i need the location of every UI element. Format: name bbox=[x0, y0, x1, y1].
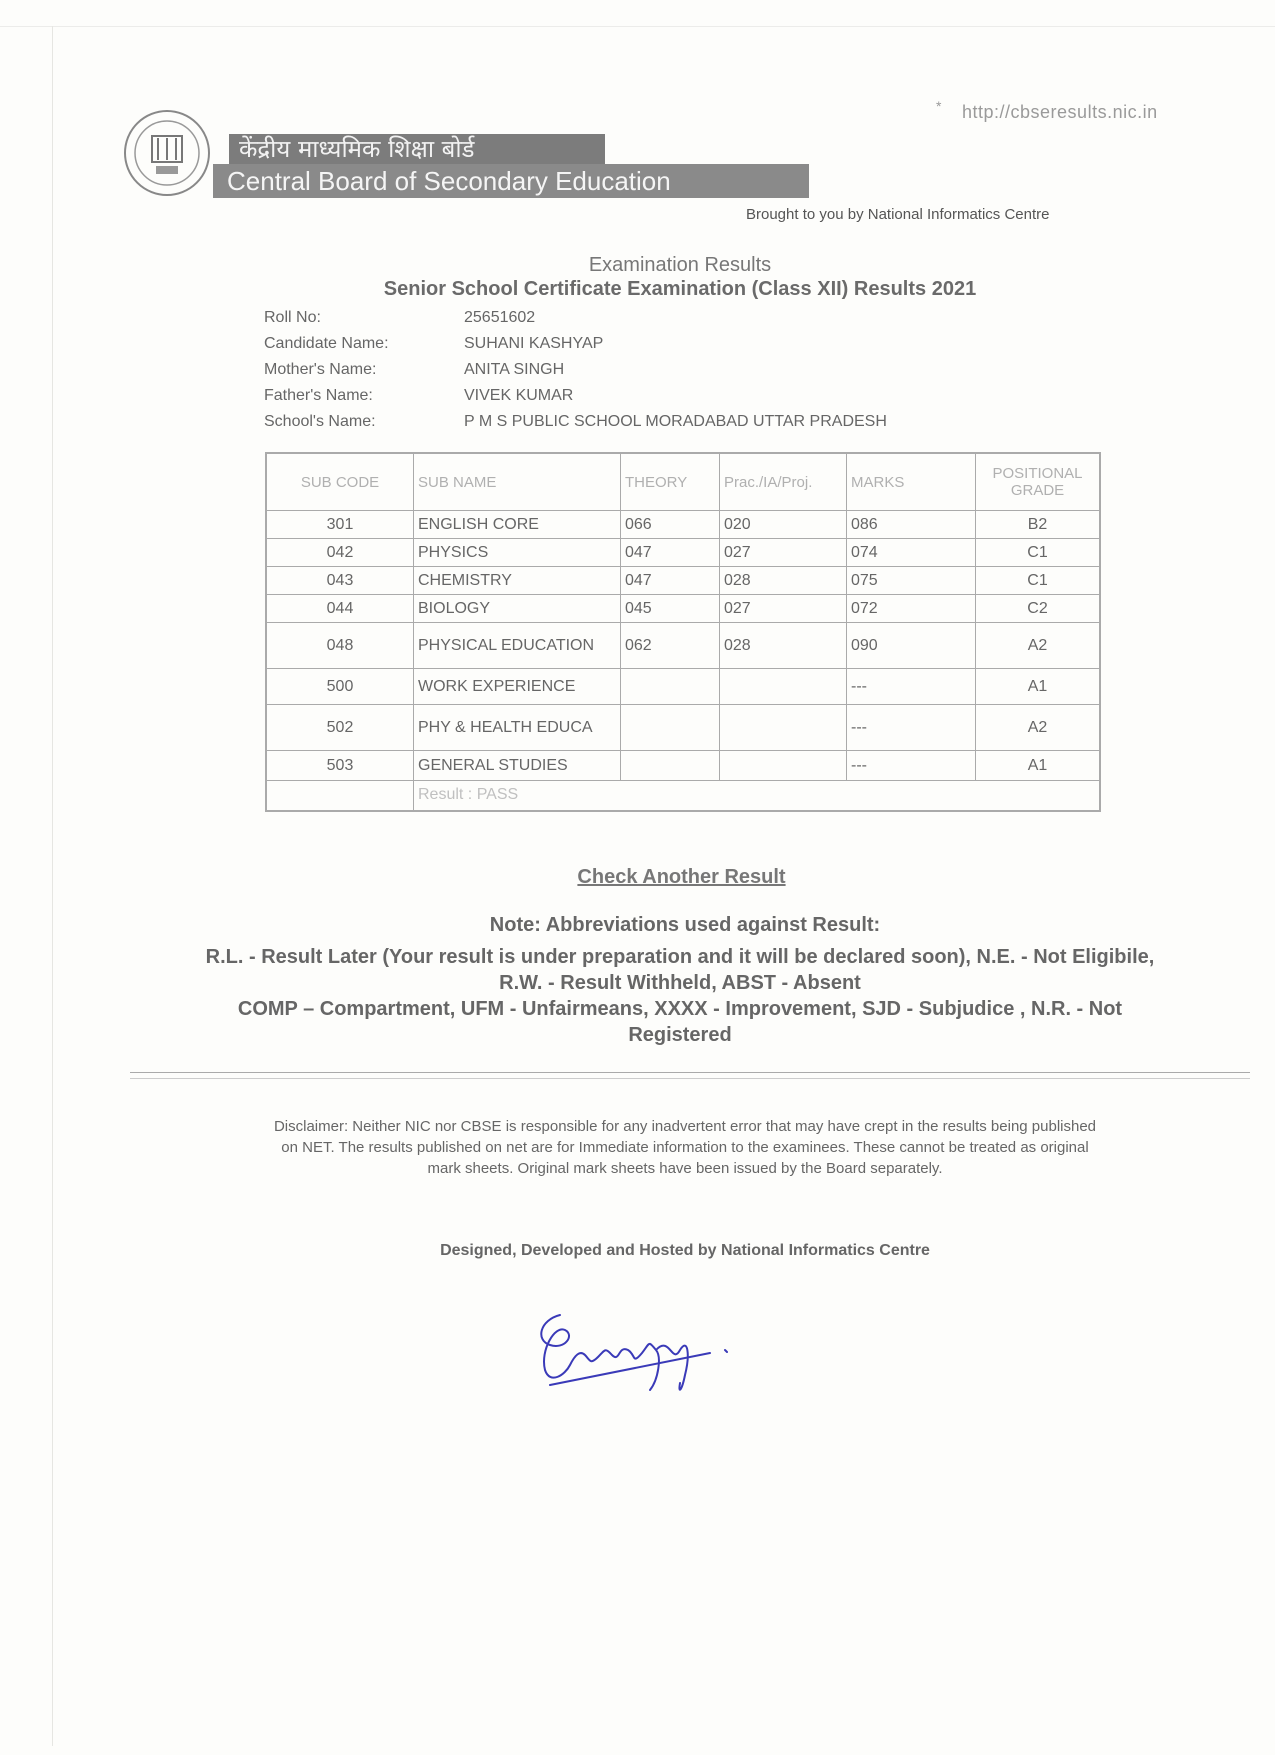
roll-number: 25651602 bbox=[464, 309, 536, 326]
disclaimer: Disclaimer: Neither NIC nor CBSE is responsible for any inadvertent error that may have crept in the results being published on NET. The results published on net are for Immediate information to the examinees. These cannot be treated as original mark sheets. Original mark sheets have been issued by the Board separately. bbox=[273, 1118, 1097, 1177]
sub-code: 044 bbox=[266, 595, 414, 623]
info-label: Candidate Name: bbox=[264, 335, 389, 352]
theory-marks: 045 bbox=[621, 595, 720, 623]
total-marks: --- bbox=[847, 751, 976, 781]
table-row bbox=[266, 539, 1100, 567]
total-marks: 086 bbox=[847, 511, 976, 539]
sub-code: 048 bbox=[266, 623, 414, 669]
prac-marks: 028 bbox=[720, 567, 847, 595]
page-subtitle: Senior School Certificate Examination (Class XII) Results 2021 bbox=[383, 278, 977, 300]
table-header-row bbox=[266, 453, 1100, 511]
column-header: POSITIONAL GRADE bbox=[976, 453, 1101, 511]
theory-marks bbox=[621, 669, 720, 705]
total-marks: 074 bbox=[847, 539, 976, 567]
board-name-hindi: केंद्रीय माध्यमिक शिक्षा बोर्ड bbox=[229, 134, 605, 164]
table-row bbox=[266, 511, 1100, 539]
table-row bbox=[266, 669, 1100, 705]
total-marks: 072 bbox=[847, 595, 976, 623]
note-line: R.W. - Result Withheld, ABST - Absent bbox=[499, 972, 861, 994]
result-row bbox=[266, 781, 1100, 811]
school-name: P M S PUBLIC SCHOOL MORADABAD UTTAR PRADESH bbox=[464, 413, 887, 430]
note-line: R.L. - Result Later (Your result is under preparation and it will be declared soon), N.E. - Not Eligibile, bbox=[205, 946, 1155, 968]
table-row bbox=[266, 623, 1100, 669]
sub-code: 500 bbox=[266, 669, 414, 705]
sub-name: PHYSICAL EDUCATION bbox=[414, 623, 621, 669]
note-title: Note: Abbreviations used against Result: bbox=[489, 914, 881, 936]
prac-marks: 027 bbox=[720, 539, 847, 567]
theory-marks bbox=[621, 751, 720, 781]
sub-name: ENGLISH CORE bbox=[414, 511, 621, 539]
note-line: Registered bbox=[628, 1024, 732, 1046]
candidate-name: SUHANI KASHYAP bbox=[464, 335, 604, 352]
table-row bbox=[266, 567, 1100, 595]
column-header: SUB NAME bbox=[414, 453, 621, 511]
prac-marks bbox=[720, 705, 847, 751]
divider bbox=[130, 1072, 1250, 1073]
info-label: School's Name: bbox=[264, 413, 376, 430]
source-url: http://cbseresults.nic.in bbox=[962, 102, 1158, 122]
result-status: Result : PASS bbox=[414, 781, 1101, 811]
designed-by-text: Designed, Developed and Hosted by National Informatics Centre bbox=[440, 1242, 930, 1259]
prac-marks: 028 bbox=[720, 623, 847, 669]
sub-name: PHYSICS bbox=[414, 539, 621, 567]
board-name-english: Central Board of Secondary Education bbox=[213, 164, 809, 198]
info-label: Roll No: bbox=[264, 309, 321, 326]
theory-marks: 047 bbox=[621, 539, 720, 567]
grade: A2 bbox=[976, 705, 1101, 751]
cbse-logo-icon bbox=[122, 108, 212, 198]
sub-code: 301 bbox=[266, 511, 414, 539]
info-label: Father's Name: bbox=[264, 387, 373, 404]
grade: C2 bbox=[976, 595, 1101, 623]
table-row bbox=[266, 705, 1100, 751]
prac-marks bbox=[720, 669, 847, 705]
signature bbox=[520, 1295, 750, 1405]
table-row bbox=[266, 751, 1100, 781]
sub-name: BIOLOGY bbox=[414, 595, 621, 623]
sub-name: WORK EXPERIENCE bbox=[414, 669, 621, 705]
prac-marks: 027 bbox=[720, 595, 847, 623]
prac-marks bbox=[720, 751, 847, 781]
grade: B2 bbox=[976, 511, 1101, 539]
note-line: COMP – Compartment, UFM - Unfairmeans, XXXX - Improvement, SJD - Subjudice , N.R. - Not bbox=[237, 998, 1123, 1020]
sub-code: 043 bbox=[266, 567, 414, 595]
column-header: MARKS bbox=[847, 453, 976, 511]
theory-marks bbox=[621, 705, 720, 751]
sub-code: 502 bbox=[266, 705, 414, 751]
marks-table bbox=[265, 452, 1101, 812]
total-marks: --- bbox=[847, 669, 976, 705]
father-name: VIVEK KUMAR bbox=[464, 387, 574, 404]
theory-marks: 066 bbox=[621, 511, 720, 539]
grade: C1 bbox=[976, 567, 1101, 595]
total-marks: 090 bbox=[847, 623, 976, 669]
mother-name: ANITA SINGH bbox=[464, 361, 565, 378]
check-another-result-link[interactable]: Check Another Result bbox=[577, 866, 786, 888]
brought-by-text: Brought to you by National Informatics Centre bbox=[746, 206, 1050, 223]
column-header: THEORY bbox=[621, 453, 720, 511]
table-row bbox=[266, 595, 1100, 623]
sub-name: PHY & HEALTH EDUCA bbox=[414, 705, 621, 751]
sheet-edge bbox=[0, 26, 1275, 27]
url-mark: * bbox=[936, 98, 942, 114]
column-header: Prac./IA/Proj. bbox=[720, 453, 847, 511]
total-marks: --- bbox=[847, 705, 976, 751]
sub-name: CHEMISTRY bbox=[414, 567, 621, 595]
empty-cell bbox=[266, 781, 414, 811]
theory-marks: 062 bbox=[621, 623, 720, 669]
prac-marks: 020 bbox=[720, 511, 847, 539]
sub-name: GENERAL STUDIES bbox=[414, 751, 621, 781]
sub-code: 042 bbox=[266, 539, 414, 567]
grade: A1 bbox=[976, 751, 1101, 781]
info-label: Mother's Name: bbox=[264, 361, 377, 378]
theory-marks: 047 bbox=[621, 567, 720, 595]
column-header: SUB CODE bbox=[266, 453, 414, 511]
page-title: Examination Results bbox=[588, 254, 772, 276]
grade: A2 bbox=[976, 623, 1101, 669]
divider bbox=[130, 1078, 1250, 1079]
grade: C1 bbox=[976, 539, 1101, 567]
sub-code: 503 bbox=[266, 751, 414, 781]
total-marks: 075 bbox=[847, 567, 976, 595]
grade: A1 bbox=[976, 669, 1101, 705]
